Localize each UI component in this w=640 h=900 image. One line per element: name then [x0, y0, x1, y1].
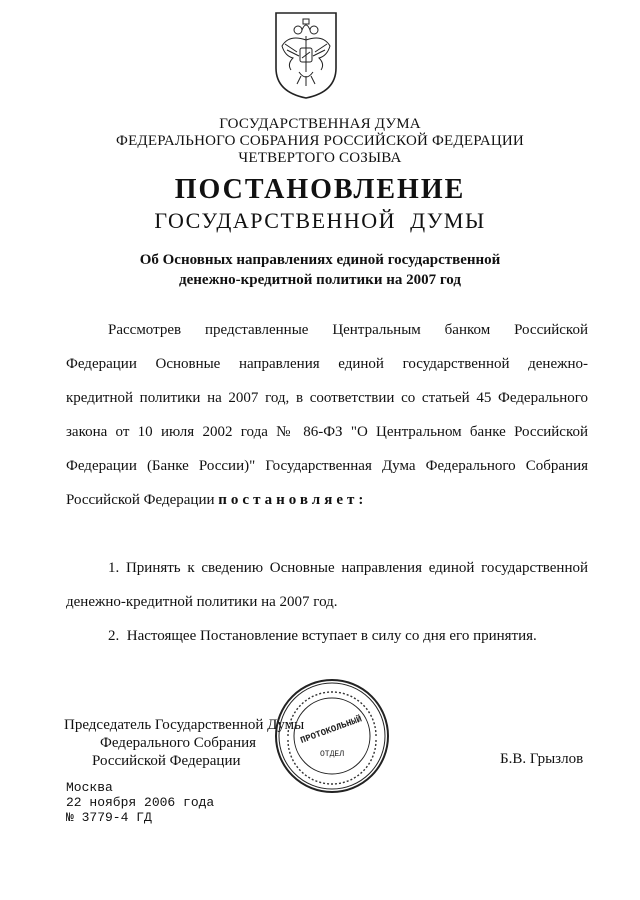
issuer-header: [0, 116, 640, 167]
item-2: 2. Настоящее Постановление вступает в силу со дня его принятия.: [108, 628, 537, 644]
stamp-bottom-label: ОТДЕЛ: [319, 750, 345, 759]
document-footer: [66, 780, 214, 825]
item-1-line-1: 1. Принять к сведению Основные направления единой государственной: [108, 560, 588, 576]
official-stamp: [272, 676, 392, 796]
paragraph-1-line-3: кредитной политики на 2007 год, в соответствии со статьей 45 Федерального: [66, 390, 588, 406]
resolution-keyword: постановляет:: [218, 492, 368, 508]
paragraph-1-line-5: Федерации (Банке России)" Государственная Дума Федерального Собрания: [66, 458, 588, 474]
paragraph-1-line-2: Федерации Основные направления единой государственной денежно-: [66, 356, 588, 372]
subject-line-2: денежно-кредитной политики на 2007 год: [179, 272, 461, 288]
paragraph-1-line-4: закона от 10 июля 2002 года № 86-ФЗ "О Центральном банке Российской: [66, 424, 588, 440]
item-1-line-2: денежно-кредитной политики на 2007 год.: [66, 594, 338, 610]
stamp-center-label: ПРОТОКОЛЬНЫЙ: [299, 714, 364, 746]
header-line-2: ФЕДЕРАЛЬНОГО СОБРАНИЯ РОССИЙСКОЙ ФЕДЕРАЦИИ: [116, 133, 524, 149]
subject-line-1: Об Основных направлениях единой государственной: [139, 252, 501, 268]
footer-date: 22 ноября 2006 года: [66, 795, 215, 810]
paragraph-1-line-6: [66, 492, 588, 509]
footer-city: Москва: [66, 780, 113, 795]
signatory-name: Б.В. Грызлов: [500, 751, 584, 767]
header-line-1: ГОСУДАРСТВЕННАЯ ДУМА: [219, 116, 421, 132]
header-line-3: ЧЕТВЕРТОГО СОЗЫВА: [238, 150, 402, 166]
paragraph-1-last-text: Российской Федерации: [66, 492, 219, 508]
document-subtitle: ГОСУДАРСТВЕННОЙ ДУМЫ: [154, 208, 486, 233]
signatory-title-line-3: Российской Федерации: [92, 753, 241, 769]
paragraph-1-line-1: Рассмотрев представленные Центральным банком Российской: [108, 322, 588, 338]
coat-of-arms-emblem: [273, 10, 339, 100]
document-subject: [0, 250, 640, 290]
signatory-title-line-1: Председатель Государственной Думы: [64, 717, 305, 733]
signatory-title-line-2: Федерального Собрания: [100, 735, 257, 751]
document-title: ПОСТАНОВЛЕНИЕ: [174, 174, 466, 205]
footer-number: № 3779-4 ГД: [66, 810, 152, 825]
